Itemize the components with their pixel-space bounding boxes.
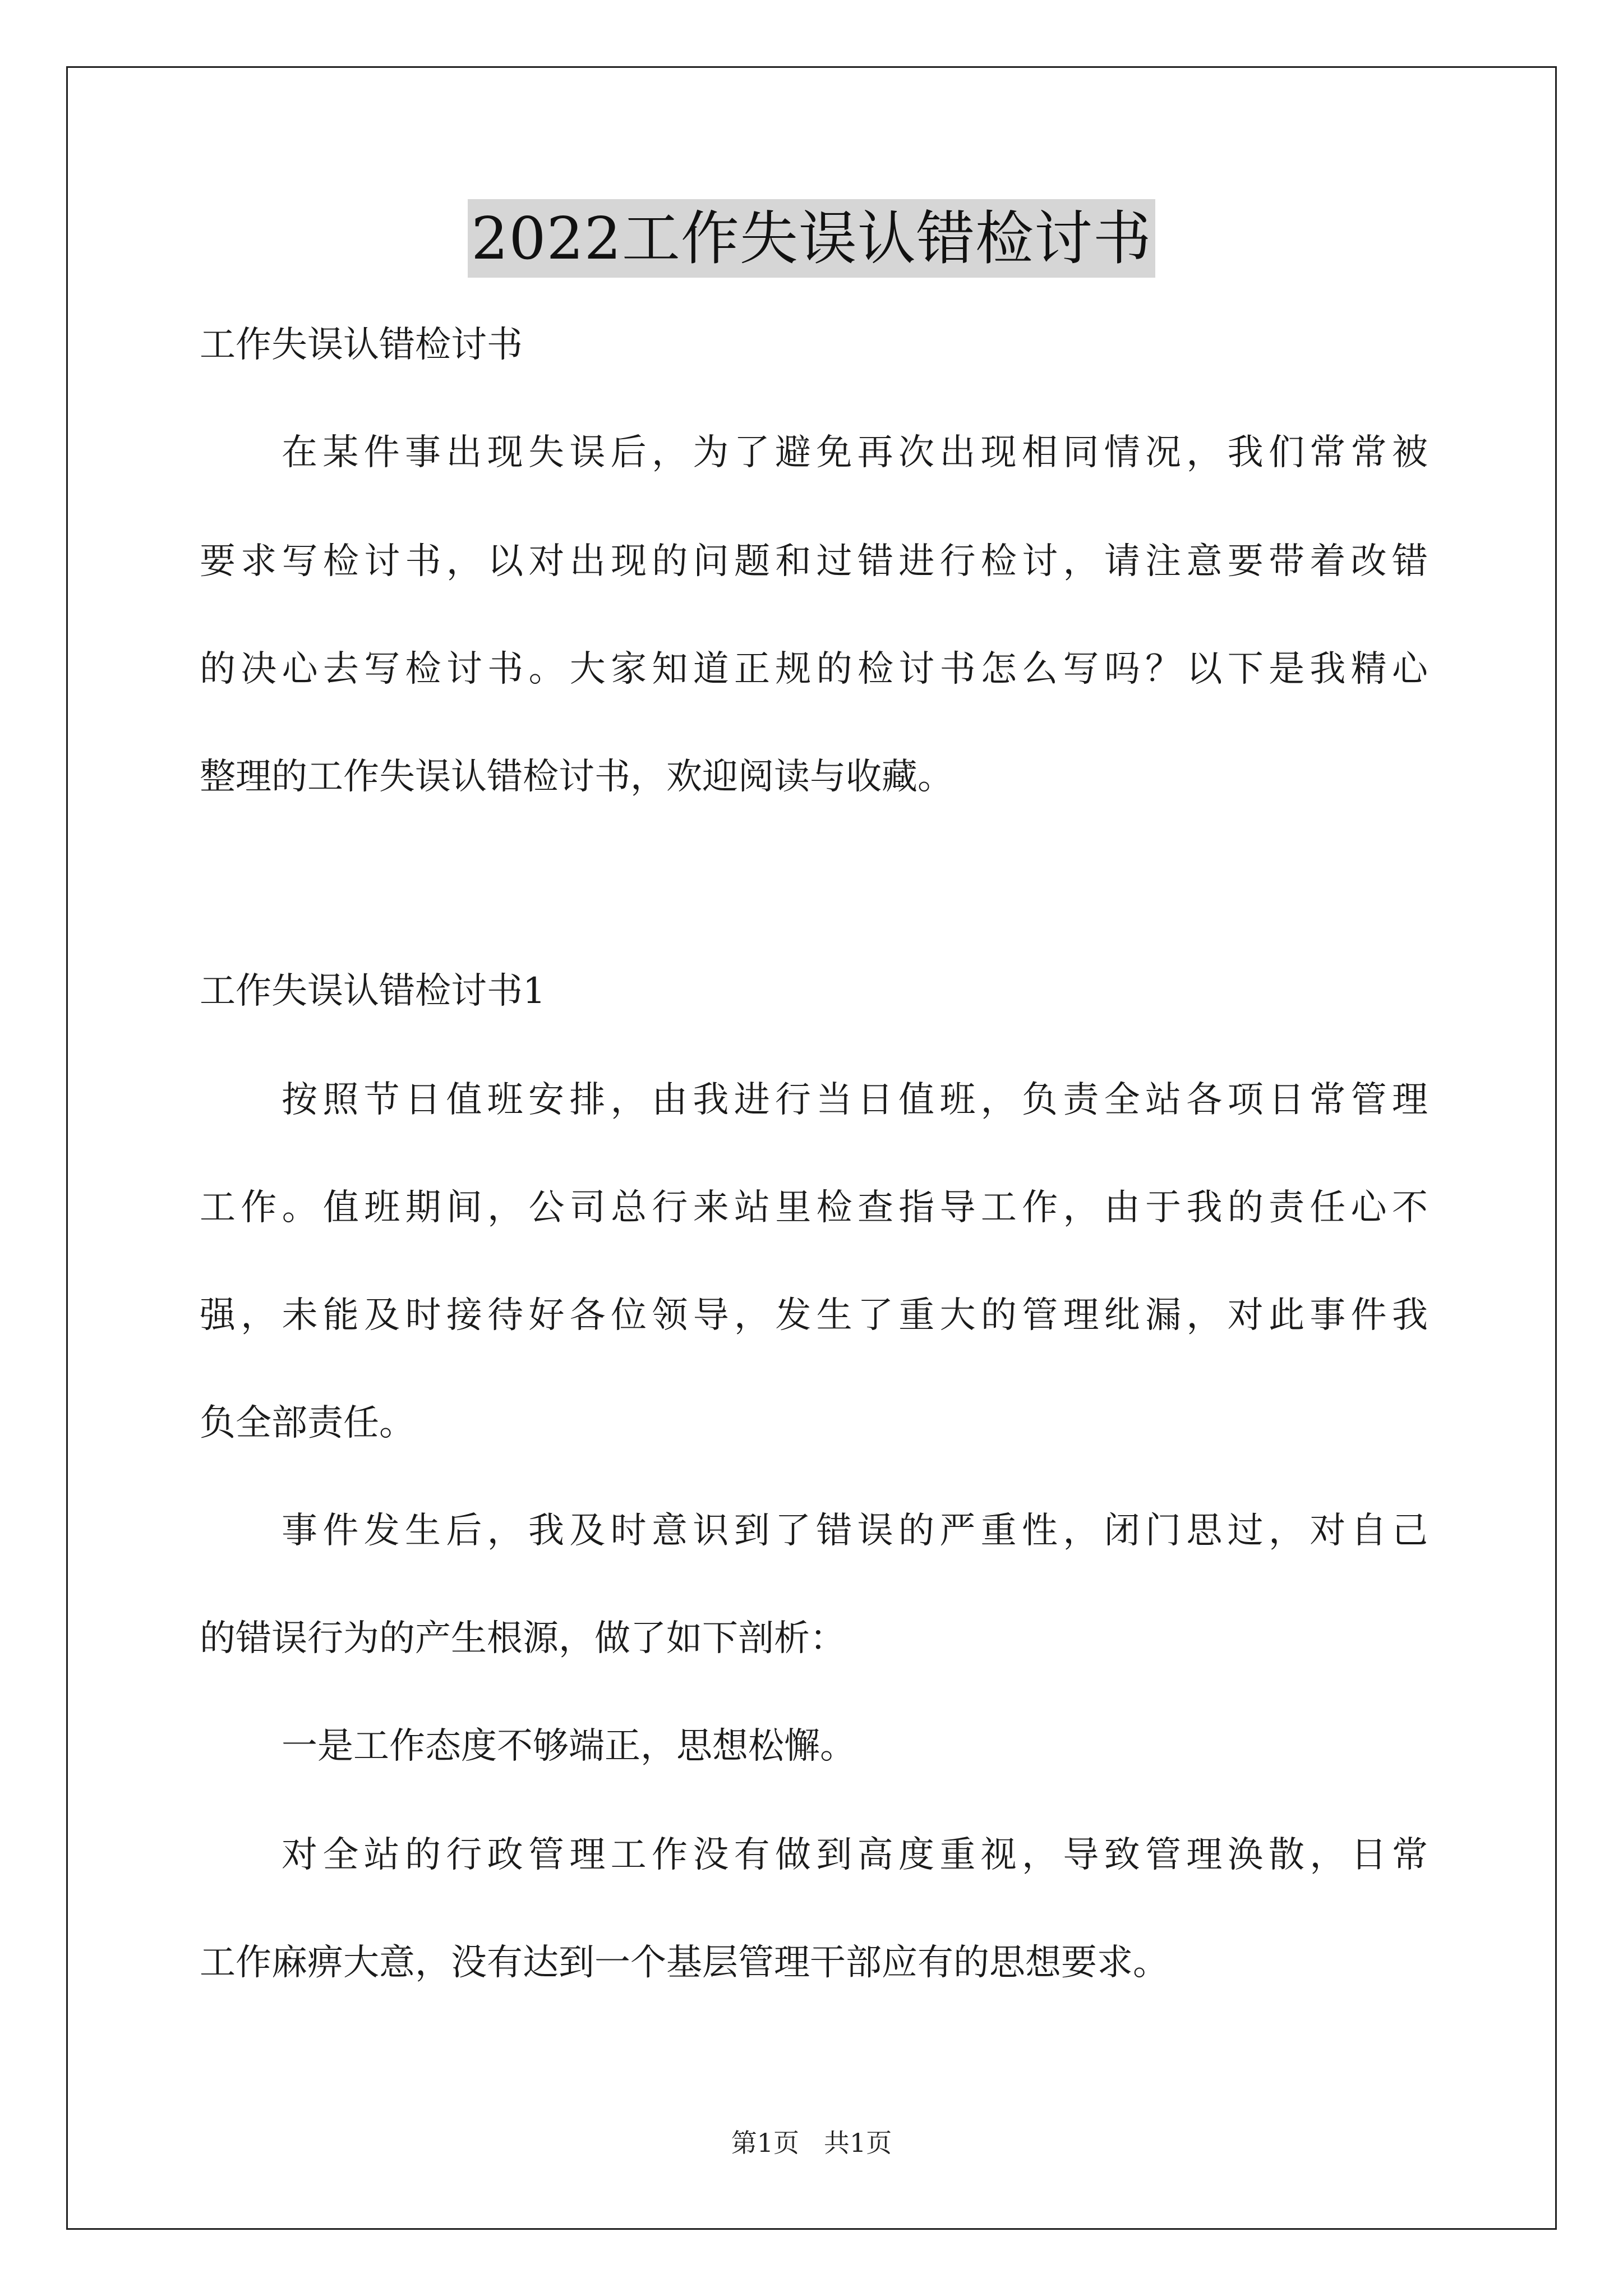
paragraph-line: 工作。值班期间，公司总行来站里检查指导工作，由于我的责任心不	[200, 1187, 1428, 1228]
paragraph-line: 的错误行为的产生根源，做了如下剖析：	[200, 1618, 846, 1659]
paragraph-line: 整理的工作失误认错检讨书，欢迎阅读与收藏。	[200, 756, 953, 798]
paragraph-line: 的决心去写检讨书。大家知道正规的检讨书怎么写吗？以下是我精心	[200, 648, 1428, 690]
page-footer	[0, 2126, 1623, 2160]
paragraph-line: 负全部责任。	[200, 1402, 415, 1444]
paragraph-line: 事件发生后，我及时意识到了错误的严重性，闭门思过，对自己	[282, 1510, 1428, 1552]
paragraph-line: 在某件事出现失误后，为了避免再次出现相同情况，我们常常被	[282, 432, 1428, 473]
paragraph-line: 按照节日值班安排，由我进行当日值班，负责全站各项日常管理	[282, 1079, 1428, 1121]
paragraph-line: 对全站的行政管理工作没有做到高度重视，导致管理涣散，日常	[282, 1834, 1428, 1876]
paragraph-line: 强，未能及时接待好各位领导，发生了重大的管理纰漏，对此事件我	[200, 1295, 1428, 1336]
document-title: 2022工作失误认错检讨书	[468, 199, 1155, 278]
section-heading: 工作失误认错检讨书	[200, 324, 523, 366]
page-number-current: 第1页	[731, 2128, 799, 2158]
paragraph-line: 一是工作态度不够端正，思想松懈。	[282, 1726, 856, 1767]
page-number-total: 共1页	[824, 2128, 892, 2158]
title-container	[0, 199, 1623, 278]
page-border	[66, 66, 1557, 2230]
paragraph-line: 要求写检讨书，以对出现的问题和过错进行检讨，请注意要带着改错	[200, 541, 1428, 582]
section-heading: 工作失误认错检讨书1	[200, 970, 546, 1012]
paragraph-line: 工作麻痹大意，没有达到一个基层管理干部应有的思想要求。	[200, 1942, 1169, 1984]
